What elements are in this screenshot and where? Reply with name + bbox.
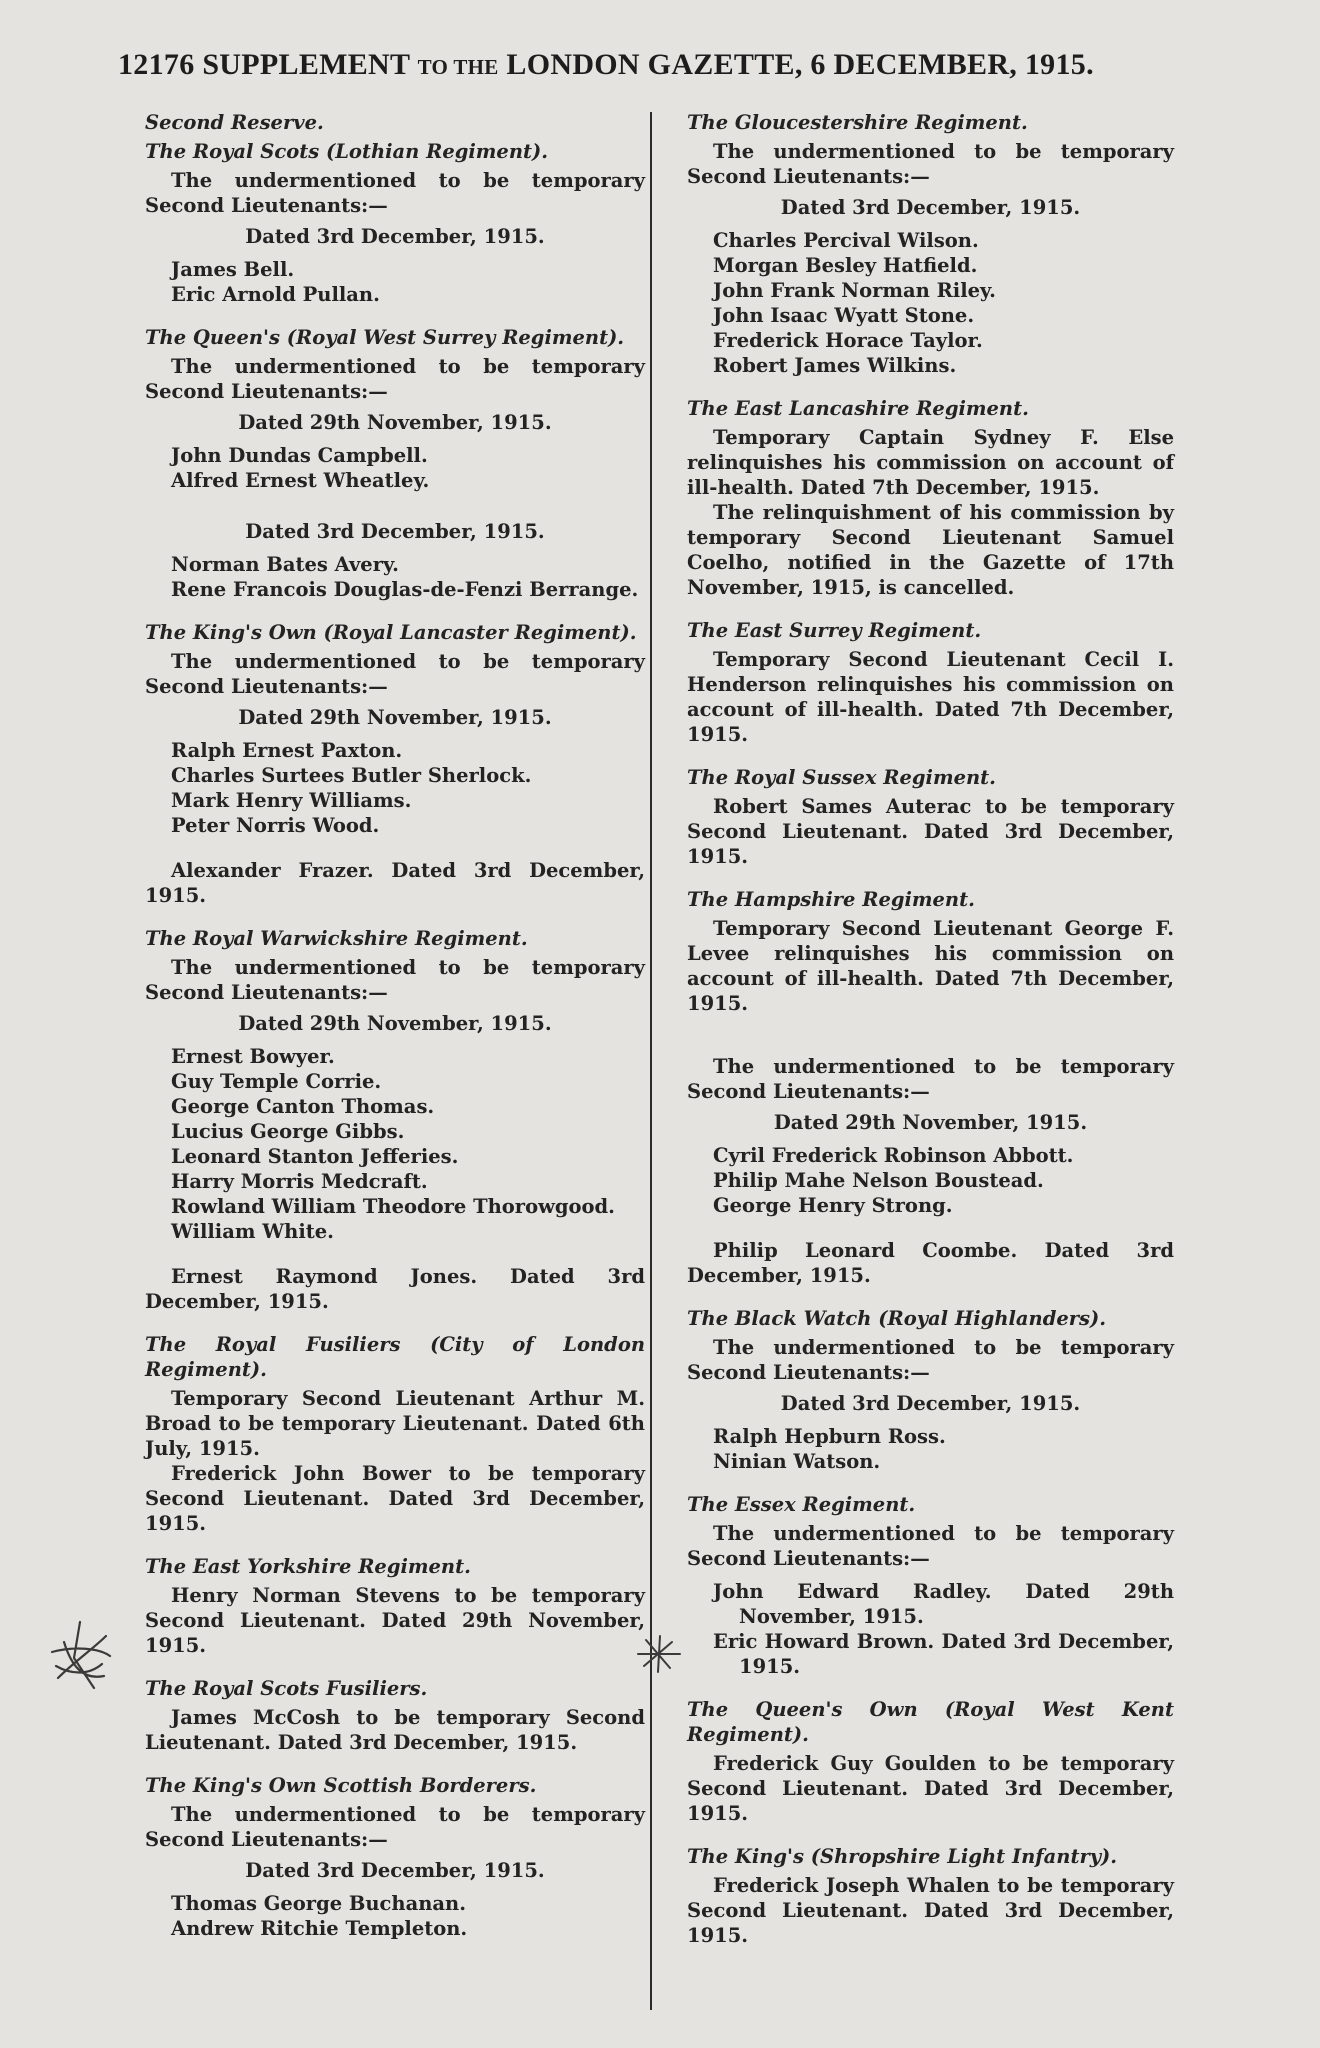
section-east-lancashire	[687, 396, 1174, 600]
name-entry: Philip Mahe Nelson Boustead.	[713, 1169, 1044, 1192]
name-list	[687, 1579, 1174, 1679]
column-divider	[650, 112, 652, 2010]
name-entry: James Bell.	[171, 258, 295, 281]
notice-paragraph: Frederick Guy Goulden to be temporary Second Lieutenant. Dated 3rd December, 1915.	[687, 1752, 1174, 1825]
section-heading: The Black Watch (Royal Highlanders).	[687, 1307, 1107, 1330]
notice-paragraph: The relinquishment of his commission by temporary Second Lieutenant Samuel Coelho, notified in the Gazette of 17th November, 1915, is cancelled.	[687, 501, 1174, 599]
section-kings-own-scottish-borderers	[145, 1773, 645, 1941]
name-entry: John Isaac Wyatt Stone.	[713, 304, 975, 327]
date-line: Dated 29th November, 1915.	[773, 1111, 1088, 1134]
section-east-surrey	[687, 618, 1174, 747]
name-list	[145, 1044, 645, 1244]
section-intro: The undermentioned to be temporary Second Lieutenants:—	[687, 140, 1174, 188]
section-heading: The Gloucestershire Regiment.	[687, 111, 1028, 134]
notice-paragraph: Robert Sames Auterac to be temporary Second Lieutenant. Dated 3rd December, 1915.	[687, 795, 1174, 868]
pencil-scribble-mark	[44, 1618, 116, 1698]
section-heading: The Queen's Own (Royal West Kent Regiment).	[687, 1698, 1174, 1746]
date-line: Dated 3rd December, 1915.	[245, 225, 545, 248]
name-entry: Ralph Ernest Paxton.	[171, 739, 403, 762]
extra-appointment: Ernest Raymond Jones. Dated 3rd December, 1915.	[145, 1265, 645, 1313]
extra-appointment: Philip Leonard Coombe. Dated 3rd December, 1915.	[687, 1239, 1174, 1287]
notice-paragraph: Temporary Second Lieutenant George F. Levee relinquishes his commission on account of ill-health. Dated 7th December, 1915.	[687, 917, 1174, 1015]
name-entry: George Canton Thomas.	[171, 1095, 435, 1118]
extra-appointment: Alexander Frazer. Dated 3rd December, 1915.	[145, 859, 645, 907]
date-line: Dated 3rd December, 1915.	[245, 520, 545, 543]
name-entry: Norman Bates Avery.	[171, 553, 399, 576]
notice-paragraph: Frederick Joseph Whalen to be temporary Second Lieutenant. Dated 3rd December, 1915.	[687, 1874, 1174, 1947]
notice-paragraph: Temporary Captain Sydney F. Else relinquishes his commission on account of ill-health. Dated 7th December, 1915.	[687, 426, 1174, 499]
name-entry: Peter Norris Wood.	[171, 814, 380, 837]
notice-paragraph: James McCosh to be temporary Second Lieutenant. Dated 3rd December, 1915.	[145, 1706, 645, 1754]
section-kings-own	[145, 620, 645, 908]
section-heading: The King's Own (Royal Lancaster Regiment).	[145, 621, 637, 644]
page-header	[118, 48, 1168, 82]
name-list	[145, 257, 645, 307]
name-entry: Eric Arnold Pullan.	[171, 283, 380, 306]
section-heading: The Royal Warwickshire Regiment.	[145, 927, 528, 950]
notice-paragraph: Temporary Second Lieutenant Cecil I. Henderson relinquishes his commission on account of ill-health. Dated 7th December, 1915.	[687, 648, 1174, 746]
page-number: 12176	[118, 48, 195, 81]
section-essex	[687, 1492, 1174, 1679]
name-entry: Leonard Stanton Jefferies.	[171, 1145, 459, 1168]
name-entry: John Dundas Campbell.	[171, 444, 428, 467]
name-entry: Ninian Watson.	[713, 1450, 881, 1473]
section-kings-shropshire	[687, 1844, 1174, 1948]
section-heading: The King's (Shropshire Light Infantry).	[687, 1845, 1118, 1868]
name-entry: Eric Howard Brown. Dated 3rd December, 1915.	[713, 1630, 1174, 1678]
section-black-watch	[687, 1306, 1174, 1474]
name-list	[145, 738, 645, 838]
notice-paragraph: Temporary Second Lieutenant Arthur M. Broad to be temporary Lieutenant. Dated 6th July, 1915.	[145, 1387, 645, 1460]
section-heading: The Essex Regiment.	[687, 1493, 916, 1516]
name-entry: Ralph Hepburn Ross.	[713, 1425, 946, 1448]
name-list	[687, 1143, 1174, 1218]
section-intro: The undermentioned to be temporary Second Lieutenants:—	[687, 1055, 1174, 1103]
section-queens	[145, 325, 645, 602]
date-line: Dated 29th November, 1915.	[238, 1012, 552, 1035]
section-heading: The Royal Scots (Lothian Regiment).	[145, 140, 549, 163]
name-list	[687, 1424, 1174, 1474]
section-heading: The East Yorkshire Regiment.	[145, 1555, 471, 1578]
name-entry: Rowland William Theodore Thorowgood.	[171, 1195, 615, 1218]
name-entry: Frederick Horace Taylor.	[713, 329, 983, 352]
section-royal-scots-fusiliers	[145, 1676, 645, 1755]
section-intro: The undermentioned to be temporary Second Lieutenants:—	[687, 1522, 1174, 1570]
section-heading: The Royal Fusiliers (City of London Regiment).	[145, 1333, 645, 1381]
left-column	[145, 110, 645, 1959]
date-line: Dated 3rd December, 1915.	[780, 196, 1081, 219]
name-entry: Charles Percival Wilson.	[713, 229, 979, 252]
header-title-connector: TO THE	[417, 55, 499, 79]
name-entry: Guy Temple Corrie.	[171, 1070, 382, 1093]
notice-paragraph: Frederick John Bower to be temporary Second Lieutenant. Dated 3rd December, 1915.	[145, 1462, 645, 1535]
name-entry: Thomas George Buchanan.	[171, 1892, 467, 1915]
section-intro: The undermentioned to be temporary Second Lieutenants:—	[145, 1803, 645, 1851]
section-queens-own-west-kent	[687, 1697, 1174, 1826]
pencil-tick-mark	[632, 1632, 686, 1676]
name-entry: John Edward Radley. Dated 29th November, 1915.	[713, 1580, 1174, 1628]
name-entry: Mark Henry Williams.	[171, 789, 412, 812]
section-heading: The East Lancashire Regiment.	[687, 397, 1029, 420]
name-entry: George Henry Strong.	[713, 1194, 953, 1217]
name-entry: John Frank Norman Riley.	[713, 279, 996, 302]
name-list	[145, 443, 645, 493]
right-column	[687, 110, 1174, 1966]
section-heading: The Hampshire Regiment.	[687, 888, 975, 911]
name-entry: Lucius George Gibbs.	[171, 1120, 405, 1143]
name-entry: Alfred Ernest Wheatley.	[171, 469, 430, 492]
name-entry: William White.	[171, 1220, 334, 1243]
name-list	[687, 228, 1174, 378]
section-intro: The undermentioned to be temporary Second Lieutenants:—	[145, 956, 645, 1004]
header-title-supplement: SUPPLEMENT	[202, 48, 410, 81]
section-heading: The Queen's (Royal West Surrey Regiment).	[145, 326, 625, 349]
name-list	[145, 552, 645, 602]
name-entry: Andrew Ritchie Templeton.	[171, 1917, 468, 1940]
section-intro: The undermentioned to be temporary Second Lieutenants:—	[687, 1336, 1174, 1384]
date-line: Dated 29th November, 1915.	[238, 706, 552, 729]
name-entry: Cyril Frederick Robinson Abbott.	[713, 1144, 1074, 1167]
section-heading: The Royal Sussex Regiment.	[687, 766, 996, 789]
date-line: Dated 3rd December, 1915.	[780, 1392, 1081, 1415]
name-list	[145, 1891, 645, 1941]
name-entry: Harry Morris Medcraft.	[171, 1170, 428, 1193]
notice-paragraph: Henry Norman Stevens to be temporary Second Lieutenant. Dated 29th November, 1915.	[145, 1584, 645, 1657]
section-east-yorkshire	[145, 1554, 645, 1658]
section-royal-warwickshire	[145, 926, 645, 1314]
section-heading: The Royal Scots Fusiliers.	[145, 1677, 428, 1700]
section-royal-scots	[145, 139, 645, 307]
section-intro: The undermentioned to be temporary Second Lieutenants:—	[145, 650, 645, 698]
section-gloucestershire	[687, 110, 1174, 378]
name-entry: Charles Surtees Butler Sherlock.	[171, 764, 532, 787]
section-intro: The undermentioned to be temporary Second Lieutenants:—	[145, 169, 645, 217]
section-heading: The East Surrey Regiment.	[687, 619, 982, 642]
date-line: Dated 3rd December, 1915.	[245, 1859, 545, 1882]
section-hampshire	[687, 887, 1174, 1288]
name-entry: Ernest Bowyer.	[171, 1045, 335, 1068]
section-intro: The undermentioned to be temporary Second Lieutenants:—	[145, 355, 645, 403]
reserve-heading: Second Reserve.	[145, 111, 324, 134]
section-heading: The King's Own Scottish Borderers.	[145, 1774, 537, 1797]
date-line: Dated 29th November, 1915.	[238, 411, 552, 434]
header-title-gazette: LONDON GAZETTE, 6 DECEMBER, 1915.	[506, 48, 1094, 81]
name-entry: Rene Francois Douglas-de-Fenzi Berrange.	[171, 578, 639, 601]
section-royal-sussex	[687, 765, 1174, 869]
name-entry: Morgan Besley Hatfield.	[713, 254, 978, 277]
section-royal-fusiliers	[145, 1332, 645, 1536]
name-entry: Robert James Wilkins.	[713, 354, 957, 377]
